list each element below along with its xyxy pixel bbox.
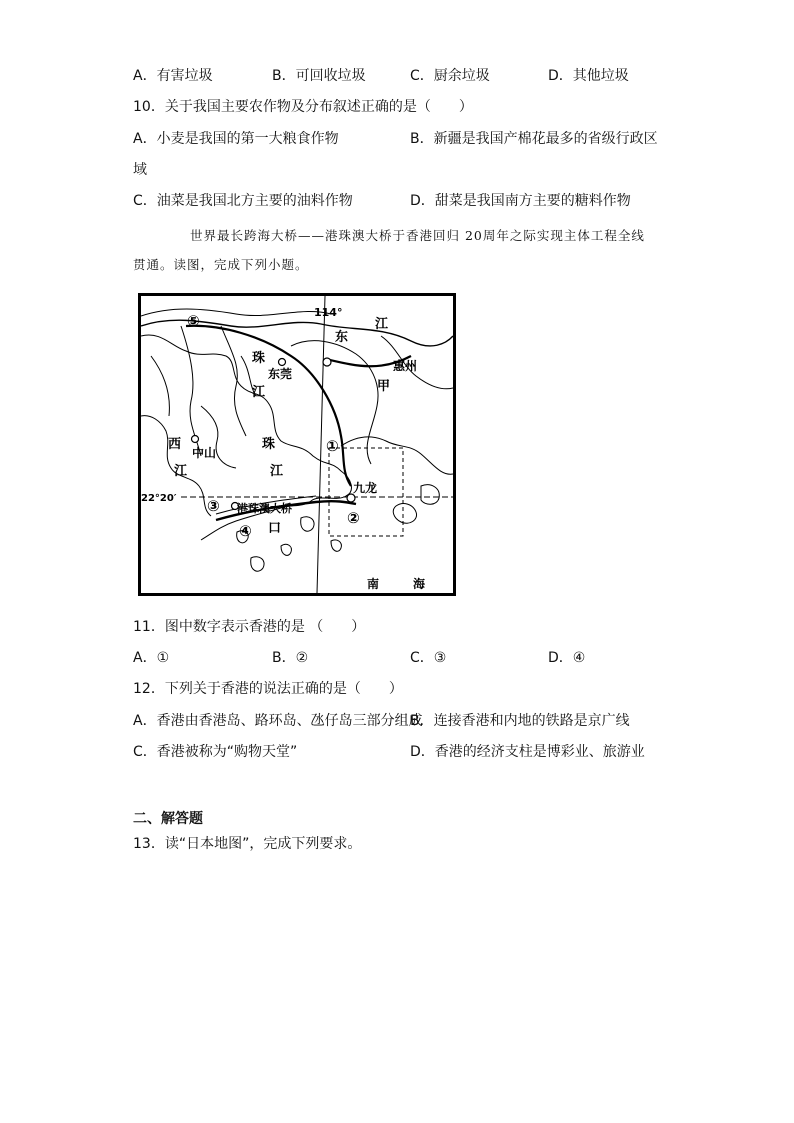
q9-option-a: A．有害垃圾 <box>133 68 213 84</box>
q10-option-d: D．甜菜是我国南方主要的糖料作物 <box>410 193 631 209</box>
map-label-xi: 西 <box>168 437 182 452</box>
q13-stem: 13．读“日本地图”，完成下列要求。 <box>133 836 362 852</box>
q11-option-d: D．④ <box>548 650 586 666</box>
map-label-jiang-mid: 江 <box>270 464 284 479</box>
q9-option-c: C．厨余垃圾 <box>410 68 490 84</box>
map-label-huizhou: 惠州 <box>393 359 418 373</box>
map-label-nan: 南 <box>367 577 380 591</box>
map-label-zhu-top: 珠 <box>252 351 266 366</box>
q12-option-a: A．香港由香港岛、路环岛、氹仔岛三部分组成 <box>133 713 423 729</box>
q10-stem: 10．关于我国主要农作物及分布叙述正确的是（ ） <box>133 99 473 115</box>
q12-stem: 12．下列关于香港的说法正确的是（ ） <box>133 681 403 697</box>
intro-line-1: 世界最长跨海大桥——港珠澳大桥于香港回归 20周年之际实现主体工程全线 <box>190 228 645 243</box>
map-marker-5: ⑤ <box>187 312 200 330</box>
intro-line-2: 贯通。读图，完成下列小题。 <box>133 257 309 272</box>
q9-option-b: B．可回收垃圾 <box>272 68 366 84</box>
q10-option-b: B．新疆是我国产棉花最多的省级行政区 <box>410 131 658 147</box>
map-label-dongguan: 东莞 <box>268 367 293 381</box>
q12-option-d: D．香港的经济支柱是博彩业、旅游业 <box>410 744 645 760</box>
longitude-label: 114° <box>314 306 343 319</box>
q12-option-b: B．连接香港和内地的铁路是京广线 <box>410 713 630 729</box>
map-label-hai: 海 <box>413 577 426 591</box>
map-marker-4: ④ <box>239 522 252 540</box>
map-label-zhongshan: 中山 <box>192 446 217 460</box>
q12-option-c: C．香港被称为“购物天堂” <box>133 744 298 760</box>
q11-option-c: C．③ <box>410 650 447 666</box>
q11-option-a: A．① <box>133 650 170 666</box>
latitude-label: 22°20′ <box>141 493 177 504</box>
pearl-river-delta-map <box>138 293 456 596</box>
map-marker-3: ③ <box>207 497 220 515</box>
q9-option-d: D．其他垃圾 <box>548 68 629 84</box>
q11-stem: 11．图中数字表示香港的是 （ ） <box>133 619 366 635</box>
map-label-jiang-east: 江 <box>375 317 389 332</box>
map-marker-1: ① <box>326 437 339 455</box>
map-label-zhu-mid: 珠 <box>262 437 276 452</box>
map-marker-2: ② <box>347 509 360 527</box>
map-label-jia: 甲 <box>377 379 391 394</box>
section-heading: 二、解答题 <box>133 811 203 827</box>
map-label-dong: 东 <box>335 330 349 345</box>
q10-option-b-continued: 域 <box>133 162 147 178</box>
map-label-jiulong: 九龙 <box>353 481 378 495</box>
q10-option-a: A．小麦是我国的第一大粮食作物 <box>133 131 339 147</box>
q11-option-b: B．② <box>272 650 309 666</box>
map-label-jiang-left: 江 <box>252 385 266 400</box>
q10-option-c: C．油菜是我国北方主要的油料作物 <box>133 193 353 209</box>
map-label-bridge: 港珠澳大桥 <box>237 502 292 515</box>
map-canvas <box>141 296 453 593</box>
map-label-jiang-xi: 江 <box>174 464 188 479</box>
map-label-kou: 口 <box>268 521 282 536</box>
